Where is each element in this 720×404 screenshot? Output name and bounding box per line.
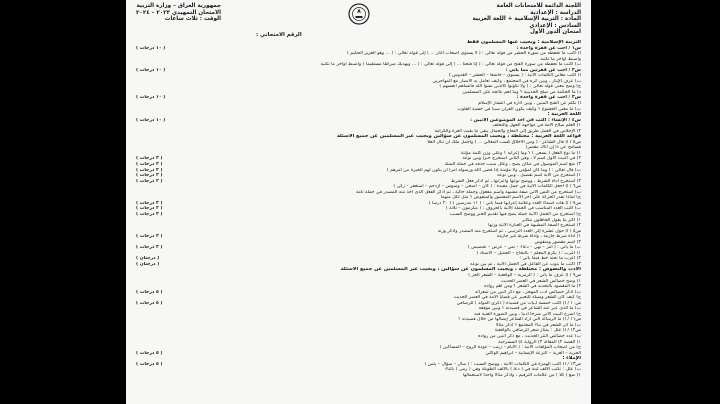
marks-label: ( ١٠ درجات ) <box>136 67 166 73</box>
question-text: س١٠ / أ) اكتب خمسة أبيات من قصيدة ( ذكرى المولد ) للرصافي <box>456 300 581 306</box>
marks-label: ( ٣ درجات ) <box>136 162 163 168</box>
question-text: الحرية – الغربة – النزعة الإنسانية – ابراهيم الوائلي <box>485 350 581 356</box>
marks-label: ( ٣ درجات ) <box>136 206 163 212</box>
question-text: ب) عدد خصائص النثر الحديث ، مع ذكر اثنين من رواده <box>478 333 581 339</box>
header-right-block <box>473 3 581 36</box>
question-text: ٢) الإخلاص في العمل طريق إلى النجاح والجمال يبقى ما بقيت العزة والكرامة <box>434 128 581 134</box>
question-text: س٣ / أجب عن فقرة واحدة : <box>516 95 581 101</box>
question-text: ج) من أصحاب المؤلفات الآتية : ( الأيام – زينب – عودة الروح – المساكين ) <box>439 345 581 351</box>
question-text: ب) قال تعالى : ( وما كان لمؤمن ولا مؤمنة إذا قضى الله ورسوله أمرا أن يكون لهم الخيرة من أمرهم ) <box>386 167 581 173</box>
exam-header <box>126 0 591 40</box>
header-left-line: جمهورية العراق – وزارة التربية <box>136 3 222 9</box>
header-left-line: الامتحان التمهيدي ٢٠٢٣ – ٢٠٢٤ <box>136 9 222 16</box>
question-text: س١٢ / أ) علل : يمتاز شعر الرصافي بالواقعية <box>494 328 581 334</box>
question-text: س١ / أجب عن فقرة واحدة : <box>516 45 581 51</box>
header-right-line: اللجنة الدائمة للامتحانات العامة <box>496 3 581 9</box>
question-text: ٣) ضع اسم الموصول في مكان يصح ، وعلل سبب حذفه في جملة الصلة <box>444 162 581 168</box>
question-text: س١١ / أ) ما الرسالة التي أراد الشاعر إيصالها من خلال قصيدته ؟ <box>458 317 581 323</box>
question-text: ١) القصة ٢) المقالة ٣) الرواية ٤) المسرحية <box>498 339 581 345</box>
question-text: س٩ / أ) عرف ما يأتي : ( الرمزية – الواقعية – الشعر الحر ) <box>468 272 581 278</box>
question-text: ١) استخرج من الآية اسم تفضيل ، وبين نوعه <box>497 173 581 179</box>
question-text: ب) ما الذي عبر عنه الشاعر في قصيدته ؟ وبين موقفه <box>478 306 581 312</box>
question-text: ١) أداة شرط جازمة ، وأداة شرط غير جازمة <box>496 234 581 240</box>
marks-label: ( ٢ درجات ) <box>136 178 163 184</box>
question-text: أ) اكتب ما تحفظه من سورة الحشر من قوله تعالى : ( لا يستوي أصحاب النار ... ) إلى قوله تعالى : ( ... وهو العزيز الحكيم ) <box>347 51 581 57</box>
question-text: ٢) ما المقصود بالتجديد في الشعر ؟ ومن أهم رواده <box>484 284 581 290</box>
marks-label: ( ٣ درجات ) <box>136 167 163 173</box>
question-text: ١) ضع ( كلا ) من علامات الترقيم ، واذكر مثالا واحدا لاستعمالها <box>462 372 581 378</box>
exam-number-label: الرقم الامتحاني : <box>256 32 302 38</box>
question-text: ١) أكثر ما يقول الجاهلون مكابر <box>521 217 581 223</box>
marks-label: ( ٣ درجات ) <box>136 234 163 240</box>
header-right-line: المادة : التربية الإسلامية + اللغة العربية <box>472 16 581 23</box>
header-right-line: الدراسة : الإعدادية <box>530 9 581 16</box>
question-text: ج) استخرج من الجمل الآتية جملة يصح فيها تقديم الخبر ووضح السبب <box>449 211 581 217</box>
question-text: ١) أعرب : ( يكرم المعلم – بالنجاح – الجميل – الأستاذ ) <box>476 250 581 256</box>
marks-label: ( ٣ درجات ) <box>136 173 163 179</box>
question-text: أ) تكلم عن الفتح المبين ، وبين آثاره في انتشار الإسلام <box>478 101 581 107</box>
question-text: التربية الإسلامية : ويجيب عنها المسلمون فقط <box>466 40 581 45</box>
question-text: ب) عرف الإيثار ، وبين أثره في المجتمع ، وكيف تعامل به الأنصار مع المهاجرين <box>432 78 581 84</box>
question-text: ج) كيف كان الشعر وسيلة للتعبير عن قضايا الأمة في العصر الحديث <box>453 295 581 301</box>
marks-label: ( ١٠ درجات ) <box>136 45 166 51</box>
question-text: ج) اشرح البيت الآتي شرحا أدبيا ، وبين الصورة الفنية فيه <box>474 311 581 317</box>
question-line <box>134 373 581 379</box>
marks-label: ( ١٠ درجات ) <box>136 117 166 123</box>
header-right-line: السادس : الإعدادي <box>529 22 581 29</box>
question-text: فسامح عن ذا إن أتاك مقصرا <box>526 145 581 151</box>
question-text: س٧ / أ) هات أسماء العدد وعلامة إعرابها فيما يأتي : ( ١١ مدرسين ) ( ٢٠ درسا ) <box>428 200 581 206</box>
question-text: ٢) أعرب ما تحته خط فيما يأتي : <box>519 256 581 262</box>
ministry-seal-icon <box>348 3 370 25</box>
question-text: ب) استخرج من النص الآتي صفة مشبهة واسم مفعول وجملة حالية ، ثم اذكر الفعل الذي أخذ منه المصدر في جملة تامة <box>355 189 581 195</box>
exam-page <box>126 0 591 404</box>
question-text: ب) اكتب ما تحفظه من سورة الفتح من قوله تعالى : ( إنا فتحنا ... ) إلى قوله تعالى : ( ... ويهديك صراطا مستقيما ) واضبط أواخر ما تكتبه <box>320 62 581 68</box>
marks-label: ( ٥ درجات ) <box>136 300 163 306</box>
marks-label: ( ٥ درجات ) <box>136 289 163 295</box>
question-text: ١) العلم سلاح الأمة في مواجهة الجهل والتخلف <box>492 123 581 129</box>
question-text: اللغة العربية : <box>547 112 581 118</box>
question-text: ب) اذكر خصائص أدب المهجر ، مع ذكر اثنين من شعرائه <box>474 289 581 295</box>
question-text: س٥ / أ) قال الشاعر : ( ومن الأخلاق كسب المعالي ... ) وأجمل ملك أن تنال العلا <box>427 139 581 145</box>
question-text: س٨ / أ) حول عشرة إلى العدد الترتيبي ، ثم استخرج منه المصدر واذكر وزنه <box>437 228 581 234</box>
question-text: ١) وضح خصائص الشعر في العصر الحديث <box>500 278 581 284</box>
question-text: ب) اكتب العدد المناسب في الجملة الآتية بالحروف : ( مكرمون – ثلاثة ) <box>445 206 581 212</box>
marks-label: ( ٣ درجات ) <box>136 211 163 217</box>
marks-label: ( ٣ درجات ) <box>136 200 163 206</box>
question-text: ج) لماذا تقدر الحركة على آخر الاسم المقصور والمنقوص ؟ مثل لكل منهما <box>440 195 581 201</box>
question-text: ب) ما معنى الخشوع ؟ وكيف يكون القرآن سببا في خشية القلوب <box>457 106 581 112</box>
marks-label: ( ٥ درجات ) <box>136 350 163 356</box>
question-text: أ) اكتب معاني الكلمات الآتية : ( يستوي – خاشعا – الحشر – القدوس ) <box>448 73 581 79</box>
marks-label: ( درجتان ) <box>136 261 160 267</box>
header-left-block <box>136 3 221 23</box>
question-text: ب) ما يأتي : ( أمر – نهي – دعاء – تمن – عرض – تحضيض ) <box>467 245 581 251</box>
question-text: س١٣ / أ) اكتب الهمزة في الكلمات الآتية ، ووضح السبب : ( سأل – سؤال – يئس ) <box>424 361 581 367</box>
question-text: ٢) في البيت الأول اسم لا ، وفي الثاني استخرج خبرا وبين نوعه <box>462 156 581 162</box>
header-left-line: الوقت : ثلاث ساعات <box>164 16 222 23</box>
marks-label: ( ٥ درجات ) <box>136 361 163 367</box>
question-text: س٢ / أجب عن فقرتين مما يأتي : <box>505 67 581 73</box>
question-text: ب) علل : تكتب الألف لينة في ( دعا ) بالألف الطويلة وفي ( رمى ) بالياء <box>445 367 581 373</box>
marks-label: ( ٣ درجات ) <box>136 245 163 251</box>
marks-label: ( درجتان ) <box>136 256 160 262</box>
header-right-line: امتحان الدور الأول <box>530 29 581 36</box>
question-text: ١) ما نوع الفعل ( يسعى ) ؟ وما إعرابه ؟ وعلى وزن كلمة مؤنثة <box>460 150 581 156</box>
question-text: واضبط أواخر ما تكتبه <box>540 56 581 62</box>
exam-questions <box>134 40 581 402</box>
question-text: ٣) اكتب ما ينوب عن الفاعل في الجمل الآتية ، ثم بين نوعه <box>470 261 581 267</box>
question-text: ٢) اسم مقصور ومنقوص <box>534 239 581 245</box>
question-text: الأدب والنصوص : مختلطة ، ويجيب المسلمون عن سؤالين ، ويجيب غير المسلمين عن جميع الأسئلة <box>340 267 581 273</box>
question-text: ج) وضح معنى قوله تعالى : ( ولا تكونوا كالذين نسوا الله فأنساهم أنفسهم ) <box>439 84 581 90</box>
question-text: ٢) استخرج الصفة المشبهة في العبارة الآتية وزنها <box>488 223 581 229</box>
question-text: ب) ما أثر الشعر في بناء المجتمع ؟ اذكر مثالا <box>495 322 581 328</box>
question-text: الإملاء : <box>562 356 581 362</box>
question-text: س٦ / أ) اجعل الكلمات الآتية في جمل مفيدة : ( كان – أضحى – وسوس – ازدحم – استغفر – زكى ) <box>393 184 581 190</box>
marks-label: ( ٣ درجات ) <box>136 156 163 162</box>
question-text: ٢) استخرج أداة الشرط ، ووضح نوعها وأعرابها ، ثم اذكر فعل الشرط <box>450 178 581 184</box>
question-text: س٤ / الإنشاء : اكتب في أحد الموضوعين الآتيين : <box>470 117 581 123</box>
marks-label: ( ١٠ درجات ) <box>136 95 166 101</box>
question-text: قواعد اللغة العربية : مختلطة ، ويجيب المسلمون عن سؤالين ويجيب غير المسلمين عن جميع الأسئلة <box>336 134 581 140</box>
question-text: د) ما الحكمة من صلح الحديبية ؟ وما أهم نتائجه على المسلمين <box>462 89 581 95</box>
